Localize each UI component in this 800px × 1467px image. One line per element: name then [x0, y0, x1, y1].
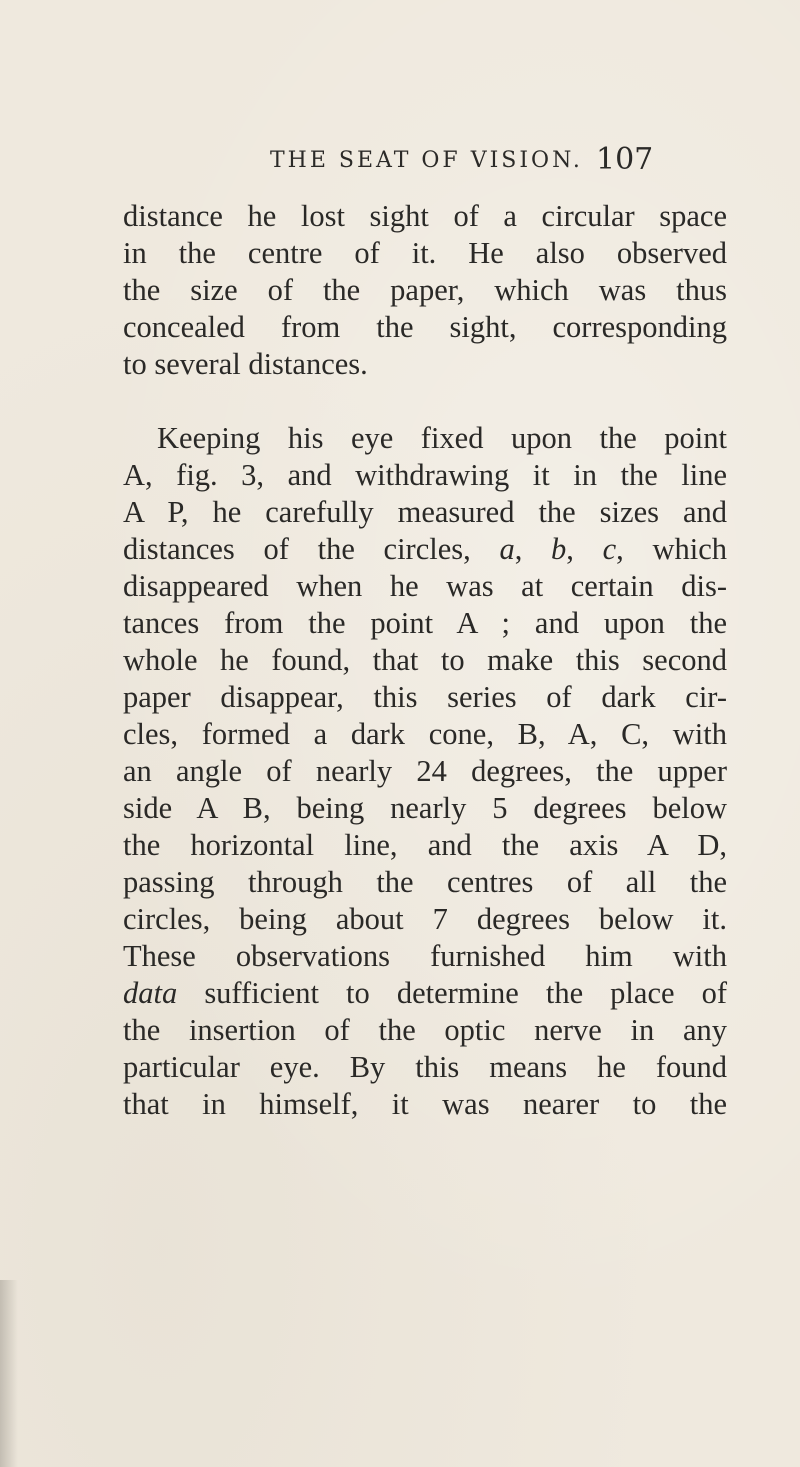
- text-line: that in himself, it was nearer to the: [123, 1087, 727, 1121]
- text-line: passing through the centres of all the: [123, 865, 727, 899]
- text-line: concealed from the sight, corresponding: [123, 310, 727, 344]
- italic-text: c: [602, 532, 617, 566]
- italic-text: b: [551, 532, 567, 566]
- page-number: 107: [596, 142, 654, 177]
- text-line: whole he found, that to make this second: [123, 643, 727, 677]
- text-line: particular eye. By this means he found: [123, 1050, 727, 1084]
- text-line: A P, he carefully measured the sizes and: [123, 495, 727, 529]
- text-line: These observations furnished him with: [123, 939, 727, 973]
- body-text: [123, 198, 727, 1123]
- running-head: THE SEAT OF VISION.: [270, 148, 583, 173]
- text-line: the size of the paper, which was thus: [123, 273, 727, 307]
- text-line: an angle of nearly 24 degrees, the upper: [123, 754, 727, 788]
- text-line: paper disappear, this series of dark cir-: [123, 680, 727, 714]
- text-line: A, fig. 3, and withdrawing it in the line: [123, 458, 727, 492]
- text-line: circles, being about 7 degrees below it.: [123, 902, 727, 936]
- italic-text: data: [123, 976, 178, 1010]
- text-line: cles, formed a dark cone, B, A, C, with: [123, 717, 727, 751]
- paragraph-1: [123, 198, 727, 383]
- text-line: disappeared when he was at certain dis-: [123, 569, 727, 603]
- page-header: [0, 142, 800, 188]
- text-line: data sufficient to determine the place of: [123, 976, 727, 1010]
- text-line: to several distances.: [123, 347, 368, 381]
- text-line: Keeping his eye fixed upon the point: [157, 421, 727, 455]
- binding-shadow: [0, 1280, 18, 1467]
- paragraph-2: [123, 420, 727, 1123]
- text-line: distances of the circles, a, b, c, which: [123, 532, 728, 566]
- text-line: the horizontal line, and the axis A D,: [123, 828, 727, 862]
- text-line: tances from the point A ; and upon the: [123, 606, 727, 640]
- text-line: side A B, being nearly 5 degrees below: [123, 791, 727, 825]
- italic-text: a: [499, 532, 515, 566]
- text-line: in the centre of it. He also observed: [123, 236, 727, 270]
- text-line: distance he lost sight of a circular space: [123, 199, 727, 233]
- text-line: the insertion of the optic nerve in any: [123, 1013, 727, 1047]
